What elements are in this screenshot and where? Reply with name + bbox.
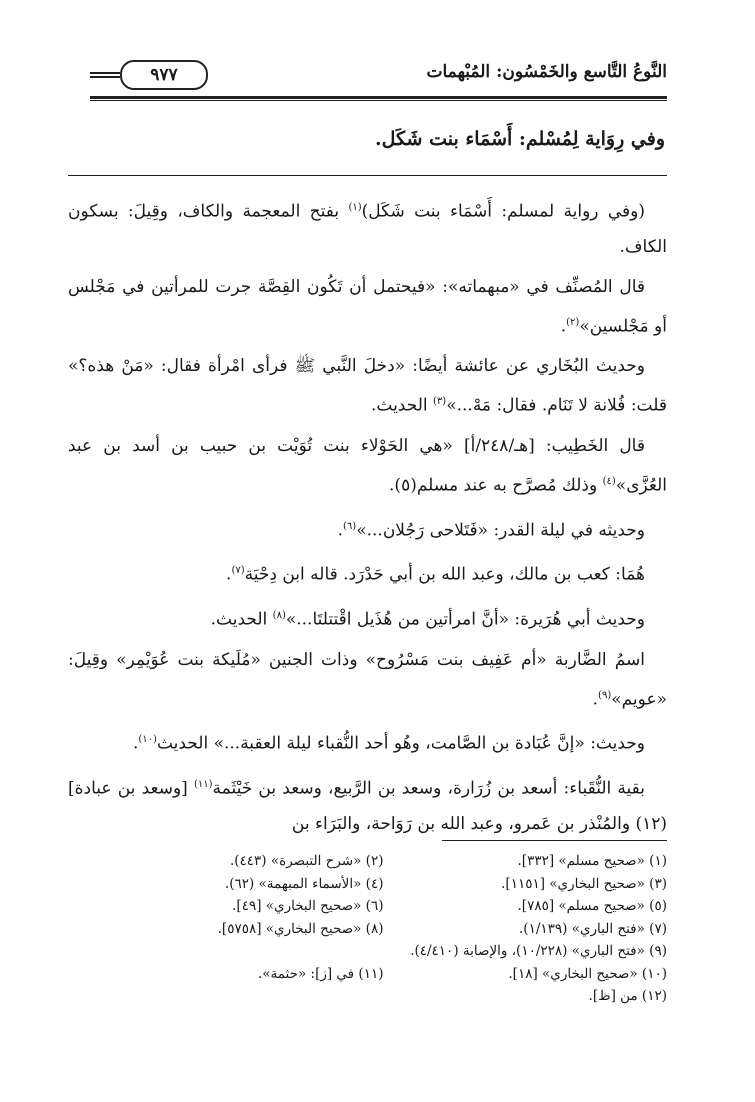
section-heading: وفي رِوَاية لِمُسْلم: أَسْمَاء بنت شَكَل. <box>375 128 665 150</box>
footnote: (٩) «فتح الباري» (١٠/٢٢٨)، والإصابة (٤/٤١٠). <box>410 943 667 959</box>
footnote: (١٠) «صحيح البخاري» [١٨]. <box>508 965 667 982</box>
paragraph: وحديث: «إنَّ عُبَادة بن الصَّامت، وهُو أحد النُّقباء ليلة العقبة...» الحديث$^{(١٠)}$. <box>132 733 645 754</box>
running-title: النَّوعُ التَّاسع والخَمْسُون: المُبْهمات <box>426 62 667 82</box>
footnote-rule <box>442 840 667 841</box>
footnote: (٢) «شرح التبصرة» (٤٤٣). <box>229 853 384 869</box>
body-text <box>68 190 667 847</box>
paragraph: قال المُصنِّف في «مبهماته»: «فيحتمل أن تَكُون القِصَّة جرت للمرأتين في مَجْلس أو مَجْلسين»$^{(٢)}$. <box>68 276 667 337</box>
running-header <box>90 60 667 102</box>
footnotes <box>100 850 667 1008</box>
footnote: (٣) «صحيح البخاري» [١١٥١]. <box>501 875 667 892</box>
footnote: (٥) «صحيح مسلم» [٧٨٥]. <box>517 898 667 914</box>
footnote: (٦) «صحيح البخاري» [٤٩]. <box>232 898 384 914</box>
footnote: (١) «صحيح مسلم» [٣٣٢]. <box>517 853 667 869</box>
footnote: (٨) «صحيح البخاري» [٥٧٥٨]. <box>217 920 384 937</box>
paragraph: وحديث أبي هُرَيرة: «أنَّ امرأتين من هُذَيل اقْتتلتَا...»$^{(٨)}$ الحديث. <box>210 609 645 630</box>
paragraph: بقية النُّقَباء: أسعد بن زُرَارة، وسعد بن الرَّبيع، وسعد بن خَيْثَمة$^{(١١)}$ [وسعد بن عبادة](١٢) والمُنْذر بن عَمرو، وعبد الله بن رَوَاحة، والبَرَاء بن <box>68 778 667 834</box>
footnote: (٤) «الأسماء المبهمة» (٦٢). <box>224 875 384 892</box>
paragraph: (وفي رواية لمسلم: أَسْمَاء بنت شَكَل)$^{(١)}$ بفتح المعجمة والكاف، وقِيلَ: بسكون الكاف. <box>68 201 667 257</box>
header-rule <box>90 96 667 101</box>
page-number: ٩٧٧ <box>120 60 208 90</box>
footnote: (١١) في [ز]: «حثمة». <box>257 965 384 982</box>
paragraph: اسمُ الضَّاربة «أم عَفِيف بنت مَسْرُوح» وذات الجنين «مُلَيكة بنت عُوَيْمِر» وقِيلَ: «عويم»$^{(٩)}$. <box>68 649 667 710</box>
paragraph: هُمَا: كعب بن مالك، وعبد الله بن أبي حَدْرَد. قاله ابن دِحْيَة$^{(٧)}$. <box>226 564 645 585</box>
paragraph: قال الخَطِيب: [هـ/٢٤٨/أ] «هي الحَوْلاء بنت تُوَيْت بن حبيب بن أسد بن عبد العُزَّى»$^{(٤)}$ وذلك مُصرَّح به عند مسلم(٥). <box>68 435 667 496</box>
paragraph: وحديث البُخَاري عن عائشة أيضًا: «دخلَ النَّبي ﷺ فرأى امْرأة فقال: «مَنْ هذه؟» قلت: فُلانة لا تَنَام. فقال: مَهْ...»$^{(٣)}$ الحديث. <box>68 356 667 416</box>
footnote: (١٢) من [ظ]. <box>588 988 667 1004</box>
badge-ornament-line <box>90 72 120 78</box>
heading-rule <box>68 175 667 176</box>
paragraph: وحديثه في ليلة القدر: «فَتَلاحى رَجُلان...»$^{(٦)}$. <box>337 520 645 541</box>
footnote: (٧) «فتح الباري» (١/١٣٩). <box>519 920 667 937</box>
